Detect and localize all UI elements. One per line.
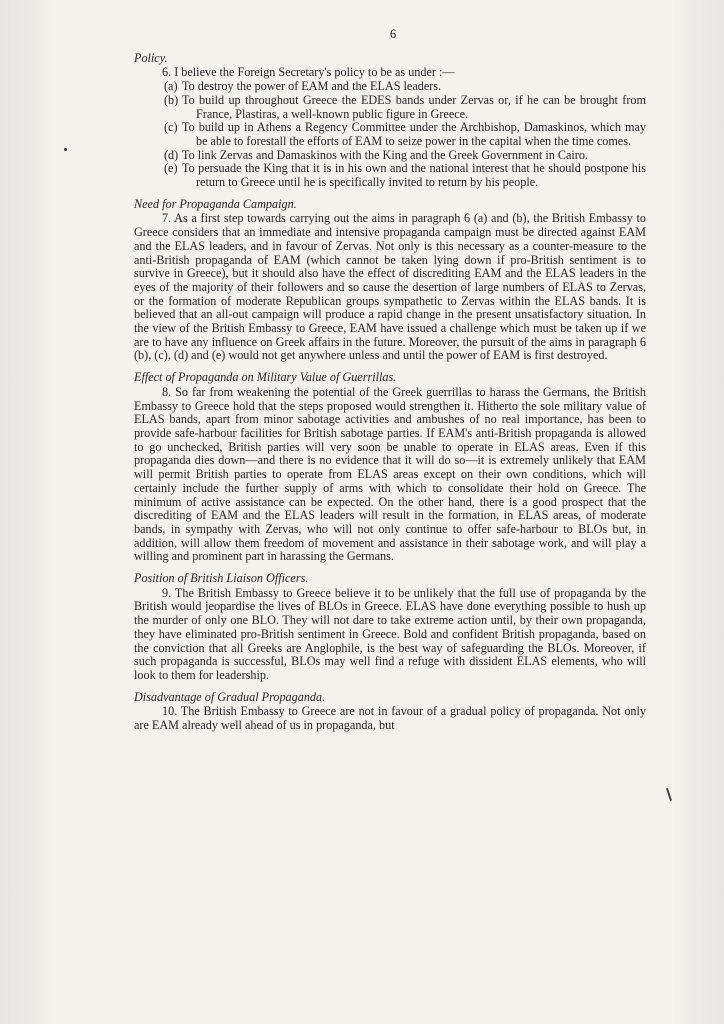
- list-marker: (d): [164, 147, 179, 162]
- margin-pencil-mark: [666, 788, 672, 801]
- list-item: [134, 162, 646, 189]
- section-heading: Position of British Liaison Officers.: [134, 571, 309, 586]
- paragraph-6-intro: 6. I believe the Foreign Secretary's policy to be as under :—: [162, 65, 455, 80]
- list-item: [134, 149, 646, 163]
- list-item-text: To link Zervas and Damaskinos with the King and the Greek Government in Cairo.: [182, 147, 588, 162]
- list-marker: (e): [164, 161, 178, 176]
- section-heading: Effect of Propaganda on Military Value of Guerrillas.: [134, 370, 397, 385]
- page-number: 6: [389, 27, 397, 41]
- list-item: [134, 80, 646, 94]
- section-military-value: [134, 371, 646, 564]
- section-policy: [134, 52, 646, 190]
- section-liaison-officers: [134, 572, 646, 683]
- section-propaganda-campaign: [134, 198, 646, 363]
- document-body: [134, 28, 646, 733]
- paragraph-8: 8. So far from weakening the potential of the Greek guerrillas to harass the Germans, the British Embassy to Greece hold that the steps proposed would strengthen it. Hitherto the sole military value of ELAS bands, apart from minor sabotage activities and ambushes of no real importance, has been to provide safe-harbour facilities for British sabotage parties. If EAM's anti-British propaganda is allowed to go unchecked, British parties will very soon be unable to operate in ELAS areas. Even if this propaganda dies down—and there is no evidence that it will do so—it is extremely unlikely that EAM will permit British parties to operate from ELAS areas except on their own conditions, which will certainly include the further supply of arms with which to consolidate their hold on Greece. The minimum of active assistance can be expected. On the other hand, there is a good prospect that the discrediting of EAM and the ELAS leaders will result in the formation, in ELAS areas, of moderate bands, in sympathy with Zervas, who will not only continue to offer safe-harbour to BLOs but, in addition, will allow them freedom of movement and assistance in their sabotage work, and will play a willing and prominent part in harassing the Germans.: [134, 384, 646, 564]
- section-heading: Need for Propaganda Campaign.: [134, 196, 297, 211]
- list-item: [134, 94, 646, 121]
- stray-ink-mark: [64, 148, 67, 151]
- list-item: [134, 121, 646, 148]
- list-marker: (b): [164, 92, 179, 107]
- section-heading: Policy.: [134, 50, 168, 65]
- list-item-text: To destroy the power of EAM and the ELAS leaders.: [182, 79, 442, 94]
- section-gradual-propaganda: [134, 691, 646, 733]
- list-marker: (a): [164, 79, 178, 94]
- list-item-text: To build up in Athens a Regency Committee under the Archbishop, Damaskinos, which may be able to forestall the efforts of EAM to seize power in the capital when the time comes.: [182, 120, 646, 148]
- list-item-text: To persuade the King that it is in his own and the national interest that he should postpone his return to Greece until he is specifically invited to return by his people.: [182, 161, 646, 190]
- paragraph-7: 7. As a first step towards carrying out the aims in paragraph 6 (a) and (b), the British Embassy to Greece considers that an immediate and intensive propaganda campaign must be directed against EAM and the ELAS leaders, and in favour of Zervas. Not only is this necessary as a counter-measure to the anti-British propaganda of EAM (which cannot be taken lying down if pro-British sentiment is to survive in Greece), but it should also have the effect of discrediting EAM and the ELAS leaders in the eyes of the majority of their followers and so cause the desertion of large numbers of ELAS to Zervas, or the formation of moderate Republican groups sympathetic to Zervas within the ELAS bands. It is believed that an all-out campaign will produce a rapid change in the present unsatisfactory situation. In the view of the British Embassy to Greece, EAM have issued a challenge which must be taken up if we are to have any influence on Greek affairs in the future. Moreover, the pursuit of the aims in paragraph 6 (b), (c), (d) and (e) would not get anywhere unless and until the power of EAM is first destroyed.: [134, 211, 646, 363]
- list-item-text: To build up throughout Greece the EDES bands under Zervas or, if he can be brought from France, Plastiras, a well-known public figure in Greece.: [182, 92, 646, 121]
- list-marker: (c): [164, 120, 178, 135]
- section-heading: Disadvantage of Gradual Propaganda.: [134, 689, 326, 704]
- paragraph-9: 9. The British Embassy to Greece believe it to be unlikely that the full use of propaganda by the British would jeopardise the lives of BLOs in Greece. ELAS have done everything possible to hush up the murder of only one BLO. They will not dare to take extreme action until, by their own propaganda, they have eliminated pro-British sentiment in Greece. Bold and confident British propaganda, based on the conviction that all Greeks are Anglophile, is the best way of safeguarding the BLOs. Moreover, if such propaganda is successful, BLOs may well find a refuge with dissident ELAS elements, who will look to them for leadership.: [134, 585, 646, 682]
- paragraph-10: 10. The British Embassy to Greece are not in favour of a gradual policy of propaganda. Not only are EAM already well ahead of us in propaganda, but: [134, 704, 646, 733]
